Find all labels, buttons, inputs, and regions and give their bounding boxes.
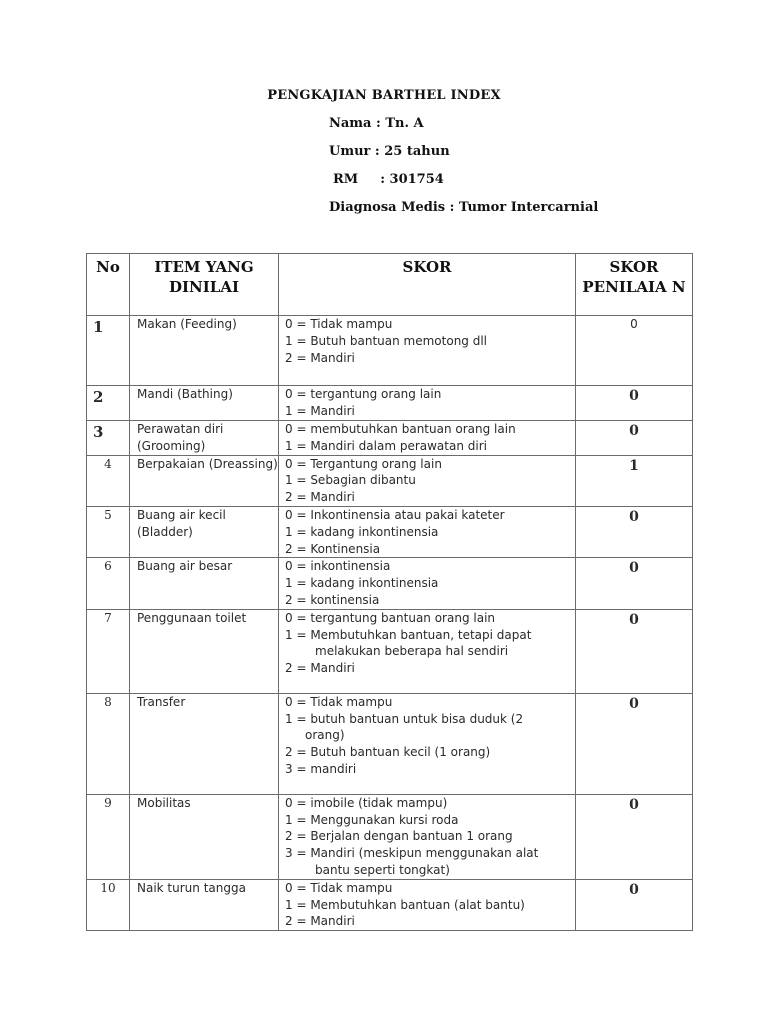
row-score: 0 <box>576 609 693 693</box>
row-item: Mandi (Bathing) <box>130 386 279 421</box>
row-number: 6 <box>87 558 130 609</box>
option-line: 1 = Mandiri dalam perawatan diri <box>285 438 487 453</box>
option-line-continued: melakukan beberapa hal sendiri <box>315 644 509 659</box>
row-number: 3 <box>87 421 130 456</box>
option-line: 0 = Tidak mampu <box>285 694 393 709</box>
row-options <box>279 558 576 609</box>
option-line: 1 = Sebagian dibantu <box>285 473 416 488</box>
row-score: 0 <box>576 879 693 930</box>
row-options <box>279 609 576 693</box>
option-line: 0 = membutuhkan bantuan orang lain <box>285 422 516 436</box>
row-options <box>279 879 576 930</box>
patient-age: Umur : 25 tahun <box>329 144 450 159</box>
option-line: 2 = Mandiri <box>285 914 355 929</box>
table-row <box>87 506 693 557</box>
row-number: 1 <box>87 316 130 386</box>
option-line: 0 = tergantung orang lain <box>285 387 442 401</box>
row-score: 0 <box>576 386 693 421</box>
option-line: 1 = Membutuhkan bantuan (alat bantu) <box>285 897 525 912</box>
row-options <box>279 794 576 879</box>
option-line: 1 = Butuh bantuan memotong dll <box>285 333 488 348</box>
option-line: 1 = Membutuhkan bantuan, tetapi dapat <box>285 627 532 642</box>
row-item: Naik turun tangga <box>130 879 279 930</box>
table-row <box>87 421 693 456</box>
option-line: 1 = Mandiri <box>285 403 355 418</box>
option-line: 2 = Kontinensia <box>285 541 381 556</box>
option-line: 2 = Mandiri <box>285 490 355 505</box>
option-line: 2 = Butuh bantuan kecil (1 orang) <box>285 745 491 760</box>
option-line: 0 = Inkontinensia atau pakai kateter <box>285 507 505 522</box>
row-score: 0 <box>576 558 693 609</box>
row-options <box>279 386 576 421</box>
row-item: Makan (Feeding) <box>130 316 279 386</box>
rm-value: : 301754 <box>380 172 444 187</box>
row-score: 0 <box>576 506 693 557</box>
option-line: 1 = butuh bantuan untuk bisa duduk (2 <box>285 711 524 726</box>
row-score: 0 <box>576 794 693 879</box>
option-line-continued: bantu seperti tongkat) <box>315 862 450 877</box>
header-no: No <box>87 254 130 316</box>
header-item: ITEM YANG DINILAI <box>130 254 279 316</box>
table-row <box>87 386 693 421</box>
option-line: 2 = Mandiri <box>285 350 355 365</box>
option-line: 0 = Tidak mampu <box>285 880 393 895</box>
row-number: 2 <box>87 386 130 421</box>
rm-label: RM <box>333 172 359 187</box>
row-options <box>279 421 576 456</box>
row-item: Berpakaian (Dreassing) <box>130 455 279 506</box>
row-item: Buang air kecil (Bladder) <box>130 506 279 557</box>
barthel-index-table <box>86 253 693 931</box>
option-line: 1 = kadang inkontinensia <box>285 524 439 539</box>
option-line: 1 = Menggunakan kursi roda <box>285 812 459 827</box>
option-line: 3 = Mandiri (meskipun menggunakan alat <box>285 846 539 861</box>
table-row <box>87 558 693 609</box>
table-header-row <box>87 254 693 316</box>
row-number: 8 <box>87 693 130 794</box>
row-score: 1 <box>576 455 693 506</box>
row-item: Penggunaan toilet <box>130 609 279 693</box>
row-score: 0 <box>576 316 693 386</box>
patient-rm <box>333 172 444 187</box>
row-options <box>279 316 576 386</box>
medical-diagnosis: Diagnosa Medis : Tumor Intercarnial <box>329 200 599 215</box>
table-row <box>87 794 693 879</box>
table-row <box>87 879 693 930</box>
row-number: 10 <box>87 879 130 930</box>
patient-name: Nama : Tn. A <box>329 116 424 131</box>
option-line: 2 = kontinensia <box>285 592 380 607</box>
option-line: 0 = imobile (tidak mampu) <box>285 795 448 810</box>
document-title: PENGKAJIAN BARTHEL INDEX <box>267 88 501 103</box>
option-line: 0 = inkontinensia <box>285 559 391 574</box>
header-skor: SKOR <box>279 254 576 316</box>
row-options <box>279 693 576 794</box>
row-item: Mobilitas <box>130 794 279 879</box>
option-line: 2 = Mandiri <box>285 661 355 676</box>
row-options <box>279 506 576 557</box>
row-number: 9 <box>87 794 130 879</box>
row-item: Buang air besar <box>130 558 279 609</box>
row-score: 0 <box>576 421 693 456</box>
row-number: 5 <box>87 506 130 557</box>
option-line: 0 = tergantung bantuan orang lain <box>285 610 496 625</box>
option-line: 0 = Tergantung orang lain <box>285 456 442 471</box>
option-line-continued: orang) <box>305 728 345 743</box>
header-penilaian: SKOR PENILAIA N <box>576 254 693 316</box>
table-row <box>87 455 693 506</box>
row-number: 4 <box>87 455 130 506</box>
table-row <box>87 693 693 794</box>
row-score: 0 <box>576 693 693 794</box>
option-line: 0 = Tidak mampu <box>285 317 393 331</box>
row-options <box>279 455 576 506</box>
table-row <box>87 316 693 386</box>
table-row <box>87 609 693 693</box>
row-item: Transfer <box>130 693 279 794</box>
option-line: 2 = Berjalan dengan bantuan 1 orang <box>285 829 513 844</box>
row-item: Perawatan diri (Grooming) <box>130 421 279 456</box>
row-number: 7 <box>87 609 130 693</box>
option-line: 3 = mandiri <box>285 761 357 776</box>
option-line: 1 = kadang inkontinensia <box>285 576 439 591</box>
